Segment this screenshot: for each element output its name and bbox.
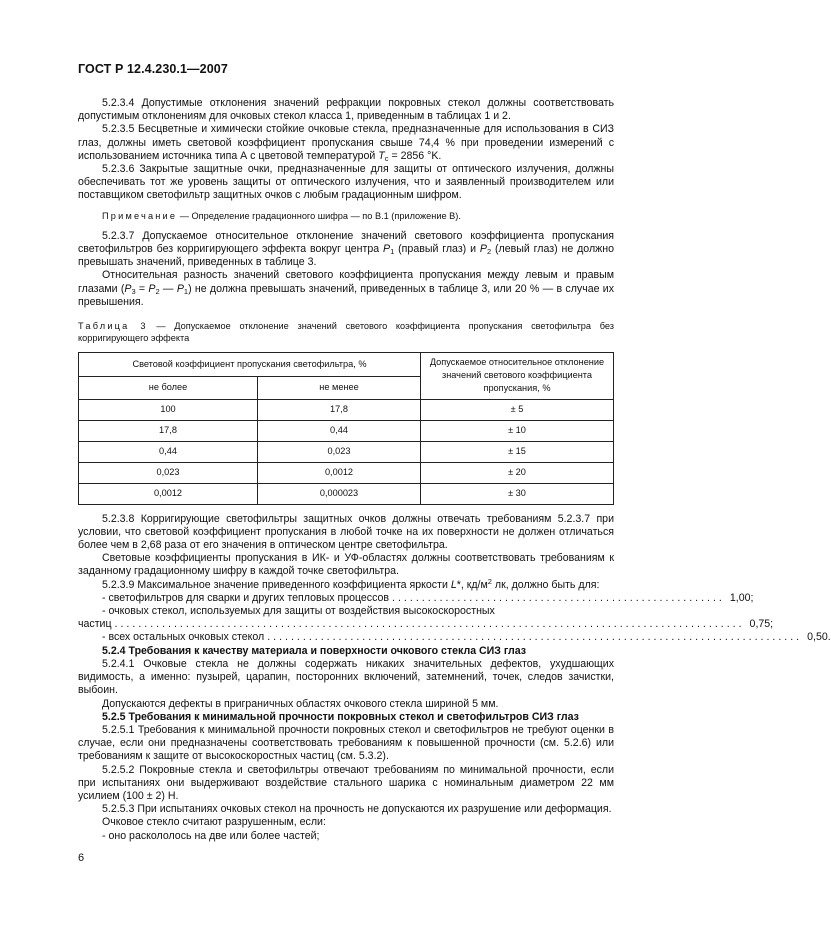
paragraph-broken: Очковое стекло считают разрушенным, если: [102,816,326,829]
paragraph-relative-difference: Относительная разность значений светового коэффициента пропускания между левым и правым глазами ($P_3 = P_2$ — $P_1$) не должна превышать значений, приведенных в таблице 3, или 20 % — в случае их превышения. [78,269,615,308]
paragraph-5-2-3-6: 5.2.3.6 Закрытые защитные очки, предназначенные для защиты от оптического излучения, должны обеспечивать тот же уровень защиты от оптического излучения, что и заявленный производителем или поставщиком светофильтр защитных очков с любым градационным шифром. [78,163,614,202]
table-row: 0,44 0,023 ± 15 [79,441,614,462]
paragraph-5-2-3-5: 5.2.3.5 Бесцветные и химически стойкие очковые стекла, предназначенные для использования в СИЗ глаз, должны иметь световой коэффициент пропускания свыше 74,4 % при проведении измерений с использованием источника типа А с цветовой температурой $T_c = 2856$ °K. [78,123,614,163]
paragraph-5-2-3-8: 5.2.3.8 Корригирующие светофильтры защитных очков должны отвечать требованиям 5.2.3.7 при условии, что световой коэффициент пропускания в любой точке на их поверхности не должен отличаться более чем в 2,68 раза от его значения в оптическом центре светофильтра. [78,512,614,552]
table-3-head-min: не менее [258,376,421,399]
list-item: - очковых стекол, используемых для защиты от воздействия высокоскоростных [102,605,495,618]
section-heading-5-2-5: 5.2.5 Требования к минимальной прочности покровных стекол и светофильтров СИЗ глаз [102,710,579,723]
paragraph-ir-uv: Световые коэффициенты пропускания в ИК- и УФ-областях должны соответствовать требованиям к заданному градационному шифру в каждой точке светофильтра. [78,552,614,578]
page-number: 6 [78,852,85,864]
leader-dots: .......................................................................................................... [114,618,745,631]
section-heading-5-2-4: 5.2.4 Требования к качеству материала и поверхности очкового стекла СИЗ глаз [102,644,527,657]
list-item: - светофильтров для сварки и других тепловых процессов ........................................................ 1,00; [102,591,754,604]
paragraph-defects: Допускаются дефекты в приграничных областях очкового стекла шириной 5 мм. [102,697,499,710]
note: Примечание — Определение градационного шифра — по В.1 (приложение В). [102,210,461,221]
table-3 [78,352,614,505]
paragraph-split: - оно раскололось на две или более частей; [102,829,320,842]
list-item: - всех остальных очковых стекол .......................................................................................... 0,50. [102,631,831,644]
table-3-caption: Таблица 3 — Допускаемое отклонение значений светового коэффициента пропускания светофильтра без корригирующего эффекта [78,321,614,344]
table-3-head-group: Световой коэффициент пропускания светофильтра, % [79,353,421,377]
table-3-head-deviation: Допускаемое относительное отклонение значений светового коэффициента пропускания, % [421,353,614,400]
leader-dots: .......................................................................................... [267,631,803,644]
table-row: 100 17,8 ± 5 [79,399,614,420]
table-row: 0,0012 0,000023 ± 30 [79,483,614,504]
table-3-head-max: не более [79,376,258,399]
leader-dots: ........................................................ [392,591,725,604]
table-row: 17,8 0,44 ± 10 [79,420,614,441]
paragraph-5-2-4-1: 5.2.4.1 Очковые стекла не должны содержать никаких значительных дефектов, ухудшающих видимость, а именно: пузырей, царапин, посторонних включений, затемнений, точек, следов зачистки, выбоин. [78,657,614,697]
paragraph-5-2-5-3: 5.2.5.3 При испытаниях очковых стекол на прочность не допускаются их разрушение или деформация. [102,803,612,816]
document-body [78,97,831,843]
paragraph-5-2-3-9: 5.2.3.9 Максимальное значение приведенного коэффициента яркости L*, $кд/м^2$ лк, должно быть для: [102,576,600,591]
paragraph-5-2-5-2: 5.2.5.2 Покровные стекла и светофильтры отвечают требованиям по минимальной прочности, если при испытаниях они выдерживают воздействие стального шарика с номинальным диаметром 22 мм усилием (100 ± 2) Н. [78,763,614,802]
table-row: 0,023 0,0012 ± 20 [79,462,614,483]
paragraph-5-2-3-4: 5.2.3.4 Допустимые отклонения значений рефракции покровных стекол должны соответствовать допустимым отклонениям для очковых стекол класса 1, приведенным в таблицах 1 и 2. [78,97,614,123]
paragraph-5-2-5-1: 5.2.5.1 Требования к минимальной прочности покровных стекол и светофильтров не требуют оценки в случае, если они предназначены соответствовать требованиям к повышенной прочности (см. 5.2.6) или требованиям к защите от высокоскоростных частиц (см. 5.3.2). [78,723,614,763]
document-header: ГОСТ Р 12.4.230.1—2007 [78,62,228,76]
paragraph-5-2-3-7: 5.2.3.7 Допускаемое относительное отклонение значений светового коэффициента пропускания светофильтров без корригирующего эффекта вокруг центра $P_1$ (правый глаз) и $P_2$ (левый глаз) не должно превышать значений, приведенных в таблице 3. [78,229,614,269]
list-item: частиц .......................................................................................................... 0,75; [78,618,774,631]
